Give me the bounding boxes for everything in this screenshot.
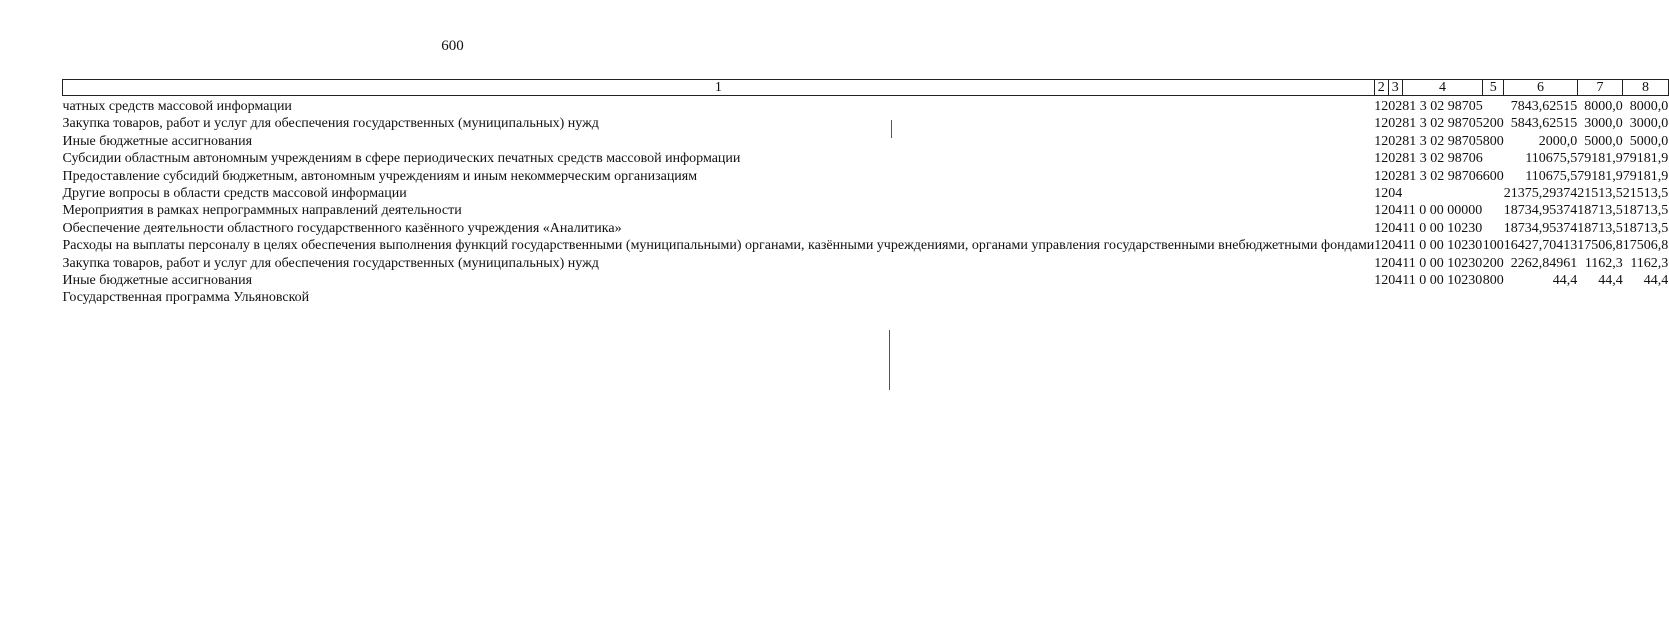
- row-section: 12: [1374, 273, 1389, 289]
- row-description: Закупка товаров, работ и услуг для обеспечения государственных (муниципальных) нужд: [62, 116, 599, 132]
- row-target-article: [1402, 289, 1483, 306]
- row-subsection: 04: [1388, 220, 1403, 236]
- row-amount-col7: 17506,8: [1577, 238, 1623, 254]
- row-subsection: 04: [1388, 203, 1403, 219]
- row-subsection: [1388, 289, 1402, 306]
- header-col-4: 4: [1402, 80, 1483, 96]
- table-row: [63, 220, 1669, 237]
- row-subsection: 02: [1388, 116, 1403, 132]
- row-amount-col7: 44,4: [1598, 273, 1623, 289]
- row-amount-col8: 79181,9: [1622, 151, 1669, 167]
- table-row: [63, 289, 1669, 306]
- row-amount-col6: 16427,70413: [1503, 238, 1578, 254]
- row-amount-col8: 18713,5: [1622, 203, 1669, 219]
- row-target-article: 81 3 02 98705: [1402, 133, 1483, 149]
- scan-margin-mark: [891, 120, 892, 138]
- budget-table: [62, 79, 1669, 307]
- row-description: Предоставление субсидий бюджетным, автономным учреждениям и иным некоммерческим организациям: [62, 168, 698, 184]
- row-description: Расходы на выплаты персоналу в целях обеспечения выполнения функций государственными (муниципальными) органами, казёнными учреждениями, органами управления государственными внебюджетными фондами: [62, 238, 1375, 254]
- row-section: 12: [1374, 99, 1389, 114]
- row-subsection: 04: [1388, 186, 1403, 202]
- row-amount-col6: 5843,62515: [1510, 116, 1578, 132]
- header-col-1: 1: [63, 80, 1375, 96]
- row-description: Мероприятия в рамках непрограммных направлений деятельности: [62, 203, 462, 219]
- row-amount-col7: 8000,0: [1584, 99, 1623, 114]
- row-amount-col7: 1162,3: [1584, 255, 1623, 271]
- row-target-article: 11 0 00 10230: [1402, 220, 1483, 236]
- row-expense-type: [1483, 150, 1504, 167]
- table-row: [63, 115, 1669, 132]
- row-amount-col8: 79181,9: [1622, 168, 1669, 184]
- row-amount-col8: 21513,5: [1622, 186, 1669, 202]
- row-expense-type: 600: [1482, 168, 1504, 184]
- row-target-article: 11 0 00 10230: [1402, 273, 1483, 289]
- row-amount-col6: 7843,62515: [1510, 99, 1578, 114]
- row-amount-col8: 44,4: [1643, 273, 1669, 289]
- table-row: [63, 133, 1669, 150]
- row-target-article: 81 3 02 98705: [1402, 99, 1483, 114]
- row-description: Иные бюджетные ассигнования: [62, 133, 253, 149]
- row-section: 12: [1374, 151, 1389, 167]
- row-target-article: 81 3 02 98706: [1402, 151, 1483, 167]
- row-target-article: 11 0 00 00000: [1402, 203, 1483, 219]
- row-target-article: 81 3 02 98705: [1402, 116, 1483, 132]
- row-target-article: 11 0 00 10230: [1402, 238, 1483, 254]
- header-col-7: 7: [1577, 80, 1623, 96]
- row-description: Субсидии областным автономным учреждениям в сфере периодических печатных средств массовой информации: [62, 151, 741, 167]
- table-row: [63, 150, 1669, 167]
- header-col-5: 5: [1483, 80, 1504, 96]
- row-description: Закупка товаров, работ и услуг для обеспечения государственных (муниципальных) нужд: [62, 255, 599, 271]
- header-col-6: 6: [1504, 80, 1578, 96]
- row-amount-col6: 110675,5: [1525, 151, 1578, 167]
- row-amount-col6: 2262,84961: [1510, 255, 1578, 271]
- row-expense-type: [1483, 202, 1504, 219]
- row-amount-col7: 3000,0: [1584, 116, 1623, 132]
- row-subsection: 04: [1388, 238, 1403, 254]
- header-col-3: 3: [1388, 80, 1402, 96]
- header-col-8: 8: [1623, 80, 1669, 96]
- row-amount-col7: 18713,5: [1577, 203, 1623, 219]
- row-amount-col7: 18713,5: [1577, 220, 1623, 236]
- row-expense-type: [1483, 96, 1504, 116]
- row-section: 12: [1374, 203, 1389, 219]
- row-amount-col6: 110675,5: [1525, 168, 1578, 184]
- table-row: [63, 237, 1669, 254]
- row-subsection: 04: [1388, 255, 1403, 271]
- row-subsection: 02: [1388, 133, 1403, 149]
- row-amount-col7: 5000,0: [1584, 133, 1623, 149]
- table-row: [63, 185, 1669, 202]
- table-body: [63, 96, 1669, 307]
- row-amount-col8: 3000,0: [1629, 116, 1669, 132]
- row-section: 12: [1374, 238, 1389, 254]
- row-description: Иные бюджетные ассигнования: [62, 273, 253, 289]
- page-number: 600: [441, 38, 464, 54]
- row-expense-type: 100: [1482, 238, 1504, 254]
- row-amount-col7: 79181,9: [1577, 151, 1623, 167]
- row-amount-col6: [1504, 289, 1578, 306]
- row-amount-col7: 21513,5: [1577, 186, 1623, 202]
- row-description: чатных средств массовой информации: [62, 99, 292, 114]
- row-expense-type: 200: [1482, 255, 1504, 271]
- table-row: [63, 272, 1669, 289]
- row-subsection: 02: [1388, 151, 1403, 167]
- table-row: [63, 202, 1669, 219]
- row-section: 12: [1374, 133, 1389, 149]
- row-expense-type: [1483, 289, 1504, 306]
- row-amount-col8: 5000,0: [1629, 133, 1669, 149]
- scan-margin-mark: [889, 330, 890, 390]
- header-row: [63, 80, 1669, 96]
- header-col-2: 2: [1374, 80, 1388, 96]
- row-amount-col6: 2000,0: [1538, 133, 1578, 149]
- row-target-article: [1402, 185, 1483, 202]
- row-section: 12: [1374, 220, 1389, 236]
- row-amount-col8: 17506,8: [1622, 238, 1669, 254]
- row-amount-col8: 18713,5: [1622, 220, 1669, 236]
- row-description: Государственная программа Ульяновской: [62, 290, 310, 306]
- row-expense-type: 800: [1482, 273, 1504, 289]
- table-row: [63, 168, 1669, 185]
- row-section: 12: [1374, 116, 1389, 132]
- row-subsection: 02: [1388, 168, 1403, 184]
- row-section: [1374, 289, 1388, 306]
- row-section: 12: [1374, 186, 1389, 202]
- row-amount-col6: 18734,95374: [1503, 220, 1578, 236]
- table-row: [63, 255, 1669, 272]
- row-amount-col7: 79181,9: [1577, 168, 1623, 184]
- row-subsection: 04: [1388, 273, 1403, 289]
- row-amount-col8: 1162,3: [1630, 255, 1669, 271]
- row-amount-col7: [1577, 289, 1623, 306]
- row-section: 12: [1374, 255, 1389, 271]
- row-description: Другие вопросы в области средств массовой информации: [62, 186, 407, 202]
- row-expense-type: 800: [1482, 133, 1504, 149]
- row-amount-col8: [1623, 289, 1669, 306]
- row-amount-col6: 18734,95374: [1503, 203, 1578, 219]
- row-amount-col6: 21375,29374: [1503, 186, 1578, 202]
- row-expense-type: 200: [1482, 116, 1504, 132]
- table-row: [63, 96, 1669, 116]
- row-target-article: 11 0 00 10230: [1402, 255, 1483, 271]
- row-expense-type: [1483, 185, 1504, 202]
- row-subsection: 02: [1388, 99, 1403, 114]
- row-amount-col8: 8000,0: [1629, 99, 1669, 114]
- row-target-article: 81 3 02 98706: [1402, 168, 1483, 184]
- row-amount-col6: 44,4: [1552, 273, 1578, 289]
- row-expense-type: [1483, 220, 1504, 237]
- row-section: 12: [1374, 168, 1389, 184]
- row-description: Обеспечение деятельности областного государственного казённого учреждения «Аналитика»: [62, 220, 622, 236]
